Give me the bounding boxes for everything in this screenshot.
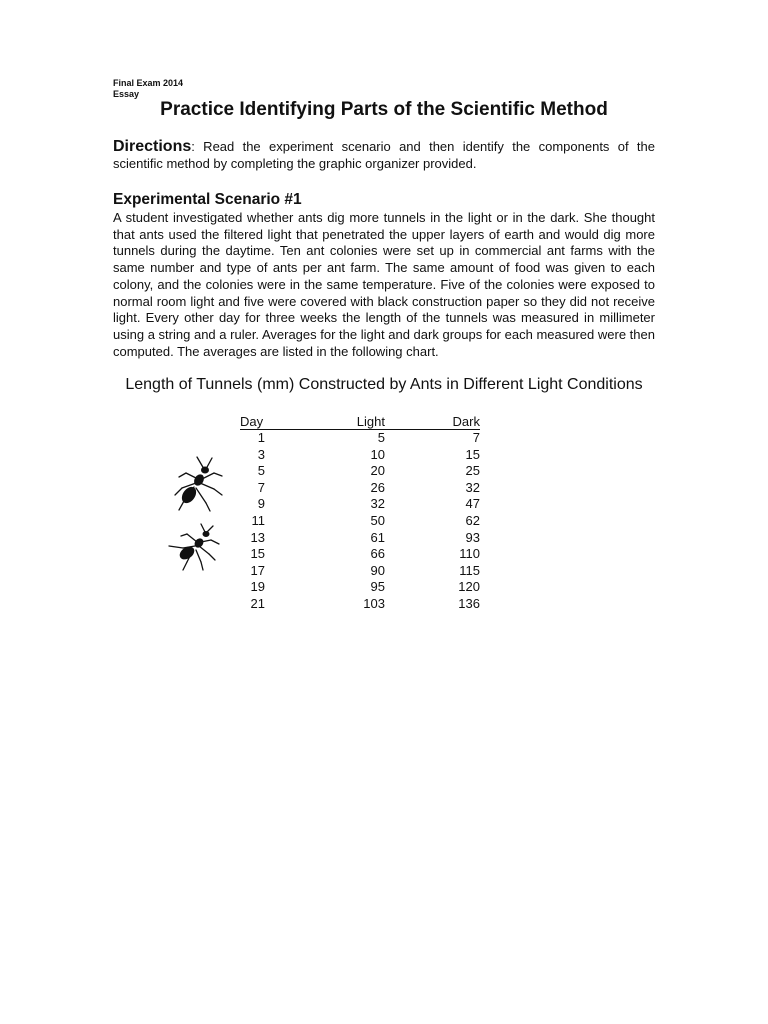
table-header-row: [240, 413, 480, 430]
table-body: [240, 430, 480, 613]
cell-light: 10: [370, 446, 385, 462]
cell-light: 26: [370, 479, 385, 495]
table-row: [240, 546, 480, 563]
cell-day: 17: [250, 562, 265, 578]
directions-text: : Read the experiment scenario and then identify the components of the scientific method by completing the graphic organizer provided.: [113, 139, 655, 171]
cell-dark: 115: [459, 562, 480, 578]
cell-light: 90: [370, 562, 385, 578]
cell-dark: 110: [459, 546, 480, 562]
scenario-heading: Experimental Scenario #1: [113, 191, 302, 208]
cell-light: 66: [370, 546, 385, 562]
table-row: [240, 579, 480, 596]
essay-label: Essay: [113, 89, 140, 99]
exam-label: Final Exam 2014: [113, 78, 184, 88]
cell-dark: 25: [465, 463, 480, 479]
cell-light: 32: [370, 496, 385, 512]
cell-day: 9: [257, 496, 265, 512]
cell-dark: 32: [465, 479, 480, 495]
cell-day: 21: [250, 595, 265, 611]
data-table: [240, 413, 480, 613]
table-row: [240, 596, 480, 613]
cell-dark: 120: [458, 579, 480, 595]
column-header-day: Day: [240, 413, 264, 429]
cell-day: 7: [257, 479, 265, 495]
chart-title: Length of Tunnels (mm) Constructed by Ants in Different Light Conditions: [125, 376, 643, 393]
cell-day: 15: [250, 546, 265, 562]
cell-day: 5: [257, 463, 265, 479]
table-row: [240, 513, 480, 530]
cell-light: 103: [363, 595, 385, 611]
cell-light: 95: [370, 579, 385, 595]
cell-day: 3: [257, 446, 265, 462]
ant-icon: [163, 522, 223, 577]
cell-dark: 15: [465, 446, 480, 462]
cell-dark: 62: [465, 512, 480, 528]
column-header-dark: Dark: [385, 413, 480, 430]
table-row: [240, 480, 480, 497]
table-row: [240, 430, 480, 447]
cell-dark: 7: [472, 430, 480, 445]
cell-light: 50: [370, 512, 385, 528]
column-header-light: Light: [265, 413, 385, 430]
table-row: [240, 496, 480, 513]
cell-day: 13: [250, 529, 265, 545]
cell-day: 1: [257, 430, 265, 445]
table-row: [240, 463, 480, 480]
cell-light: 20: [370, 463, 385, 479]
cell-day: 11: [251, 512, 265, 528]
page-title: Practice Identifying Parts of the Scientific Method: [160, 99, 608, 120]
table-row: [240, 530, 480, 547]
cell-dark: 93: [465, 529, 480, 545]
directions-paragraph: [113, 138, 655, 172]
directions-label: Directions: [113, 138, 192, 155]
document-header: [113, 78, 183, 100]
ant-icon: [162, 455, 232, 515]
cell-light: 5: [377, 430, 385, 445]
cell-dark: 136: [458, 595, 480, 611]
cell-dark: 47: [465, 496, 480, 512]
cell-day: 19: [250, 579, 265, 595]
table-row: [240, 447, 480, 464]
cell-light: 61: [370, 529, 385, 545]
scenario-body: A student investigated whether ants dig more tunnels in the light or in the dark. She thought that ants used the filtered light that penetrated the upper layers of earth and would dig more tunnels during the daytime. Ten ant colonies were set up in commercial ant farms with the same number and type of ants per ant farm. The same amount of food was given to each colony, and the colonies were in the same temperature. Five of the colonies were exposed to normal room light and five were covered with black construction paper so they did not receive light. Every other day for three weeks the length of the tunnels was measured in millimeter using a string and a ruler. Averages for the light and dark groups for each measured were then computed. The averages are listed in the following chart.: [113, 210, 655, 359]
table-row: [240, 563, 480, 580]
